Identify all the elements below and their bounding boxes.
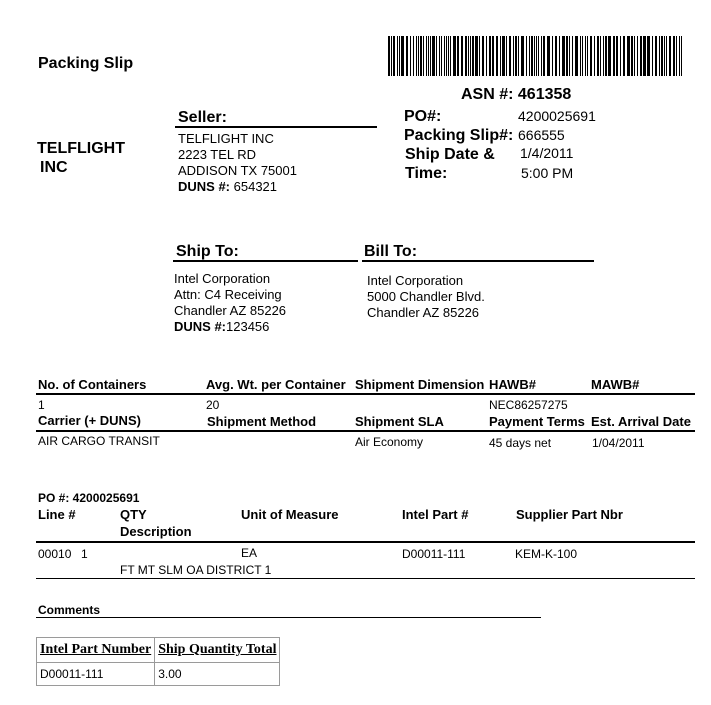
shipment-header-payment-terms: Payment Terms — [489, 414, 585, 429]
shipment-header-method: Shipment Method — [207, 414, 317, 429]
shipment-header-carrier: Carrier (+ DUNS) — [38, 413, 141, 428]
barcode-bar — [410, 36, 411, 76]
seller-city: ADDISON TX 75001 — [178, 163, 297, 178]
shipment-value-avg-weight: 20 — [206, 398, 220, 412]
bill-to-line2: 5000 Chandler Blvd. — [367, 289, 485, 304]
barcode-bar — [416, 36, 417, 76]
shipment-header-dimension: Shipment Dimension — [355, 377, 485, 392]
asn-label: ASN #: — [461, 86, 514, 103]
barcode-bar — [627, 36, 630, 76]
barcode-bar — [582, 36, 583, 76]
shipment-header-avg-weight: Avg. Wt. per Container — [206, 377, 346, 392]
barcode-bar — [652, 36, 653, 76]
comments-label: Comments — [38, 603, 101, 617]
col-intel-part: Intel Part # — [402, 507, 469, 522]
ship-to-duns-value: 123456 — [226, 319, 270, 334]
barcode-bar — [676, 36, 677, 76]
summary-header-part-number: Intel Part Number — [37, 638, 155, 663]
barcode-bar — [543, 36, 545, 76]
shipment-header-containers: No. of Containers — [38, 377, 147, 392]
shipment-value-arrival-date: 1/04/2011 — [592, 436, 645, 450]
barcode-bar — [569, 36, 570, 76]
barcode-bar — [647, 36, 650, 76]
barcode-bar — [399, 36, 400, 76]
po-label: PO#: — [404, 108, 442, 125]
packing-slip-label: Packing Slip#: — [404, 127, 514, 144]
company-name-line1: TELFLIGHT — [37, 140, 125, 157]
comments-rule — [36, 617, 541, 618]
summary-quantity-total: 3.00 — [155, 663, 280, 686]
ship-date-value: 1/4/2011 — [520, 145, 574, 161]
shipment-value-hawb: NEC86257275 — [489, 398, 568, 412]
barcode-bar — [603, 36, 604, 76]
barcode-bar — [489, 36, 491, 76]
barcode-bar — [613, 36, 615, 76]
barcode-bar — [401, 36, 404, 76]
barcode-bar — [426, 36, 427, 76]
ship-to-line1: Intel Corporation — [174, 271, 271, 286]
shipment-value-carrier: AIR CARGO TRANSIT — [38, 434, 160, 448]
barcode-bar — [643, 36, 646, 76]
barcode-bar — [465, 36, 467, 76]
barcode-bar — [538, 36, 539, 76]
barcode-bar — [562, 36, 565, 76]
barcode-bar — [666, 36, 667, 76]
barcode-bar — [506, 36, 507, 76]
barcode-bar — [413, 36, 414, 76]
barcode-bar — [637, 36, 638, 76]
seller-underline — [175, 126, 377, 128]
barcode-bar — [439, 36, 440, 76]
item-description: FT MT SLM OA DISTRICT 1 — [120, 563, 272, 577]
barcode-bar — [388, 36, 390, 76]
page-title: Packing Slip — [38, 55, 134, 72]
seller-name: TELFLIGHT INC — [178, 131, 274, 146]
barcode-bar — [547, 36, 550, 76]
po-value: 4200025691 — [518, 108, 596, 124]
barcode-bar — [446, 36, 447, 76]
company-name-line2: INC — [40, 159, 68, 176]
shipment-value-sla: Air Economy — [355, 435, 424, 449]
summary-part-number: D00011-111 — [37, 663, 155, 686]
barcode-bar — [534, 36, 535, 76]
summary-header-quantity-total: Ship Quantity Total — [155, 638, 280, 663]
barcode-icon — [386, 36, 686, 76]
barcode-bar — [661, 36, 663, 76]
barcode-bar — [472, 36, 474, 76]
item-uom: EA — [241, 546, 258, 560]
barcode-bar — [531, 36, 533, 76]
barcode-bar — [664, 36, 665, 76]
ship-quantity-summary-table — [36, 637, 280, 686]
barcode-bar — [393, 36, 395, 76]
ship-to-line2: Attn: C4 Receiving — [174, 287, 282, 302]
shipment-header-arrival-date: Est. Arrival Date — [591, 414, 691, 429]
summary-header-row — [37, 638, 280, 663]
barcode-bar — [541, 36, 542, 76]
barcode-bar — [420, 36, 422, 76]
barcode-bar — [521, 36, 524, 76]
seller-street: 2223 TEL RD — [178, 147, 257, 162]
table-row — [37, 663, 280, 686]
barcode-bar — [482, 36, 484, 76]
barcode-bar — [500, 36, 501, 76]
shipment-value-containers: 1 — [38, 398, 45, 412]
barcode-bar — [461, 36, 463, 76]
barcode-bar — [513, 36, 514, 76]
barcode-bar — [457, 36, 459, 76]
barcode-bar — [605, 36, 607, 76]
barcode-bar — [659, 36, 660, 76]
item-supplier-part: KEM-K-100 — [515, 547, 578, 561]
barcode-bar — [681, 36, 682, 76]
barcode-bar — [406, 36, 408, 76]
bill-to-underline — [362, 260, 594, 262]
barcode-bar — [496, 36, 498, 76]
barcode-bar — [441, 36, 442, 76]
barcode-bar — [597, 36, 599, 76]
item-line-number: 00010 — [38, 547, 72, 561]
barcode-bar — [470, 36, 471, 76]
barcode-bar — [391, 36, 392, 76]
line-items-bottom-rule — [36, 578, 695, 579]
barcode-bar — [669, 36, 671, 76]
seller-duns — [178, 179, 277, 195]
barcode-bar — [679, 36, 680, 76]
barcode-bar — [453, 36, 456, 76]
barcode-bar — [432, 36, 435, 76]
barcode-bar — [600, 36, 601, 76]
shipment-header-mawb: MAWB# — [591, 377, 640, 392]
bill-to-line3: Chandler AZ 85226 — [367, 305, 480, 320]
barcode-bar — [515, 36, 517, 76]
barcode-bar — [575, 36, 578, 76]
barcode-bar — [634, 36, 635, 76]
time-label: Time: — [405, 165, 448, 182]
shipment-value-payment-terms: 45 days net — [489, 436, 552, 450]
ship-date-label: Ship Date & — [405, 146, 495, 163]
col-unit-of-measure: Unit of Measure — [241, 507, 339, 522]
barcode-bar — [518, 36, 519, 76]
barcode-bar — [640, 36, 642, 76]
barcode-bar — [526, 36, 527, 76]
shipment-header-sla: Shipment SLA — [355, 414, 444, 429]
barcode-bar — [529, 36, 530, 76]
barcode-bar — [509, 36, 511, 76]
item-qty: 1 — [81, 547, 88, 561]
barcode-bar — [448, 36, 449, 76]
barcode-bar — [608, 36, 611, 76]
shipment-rule-2 — [36, 430, 695, 432]
col-description: Description — [120, 524, 192, 539]
col-supplier-part: Supplier Part Nbr — [516, 507, 623, 522]
ship-to-duns — [174, 319, 269, 335]
asn-number — [461, 85, 571, 104]
shipment-rule-1 — [36, 393, 695, 395]
barcode-bar — [631, 36, 633, 76]
barcode-bar — [450, 36, 451, 76]
col-qty: QTY — [120, 507, 147, 522]
barcode-bar — [655, 36, 657, 76]
packing-slip-value: 666555 — [518, 127, 565, 143]
barcode-bar — [552, 36, 553, 76]
barcode-bar — [623, 36, 625, 76]
ship-to-heading: Ship To: — [176, 243, 239, 260]
ship-to-duns-label: DUNS #: — [174, 319, 227, 334]
barcode-bar — [587, 36, 588, 76]
ship-to-line3: Chandler AZ 85226 — [174, 303, 287, 318]
barcode-bar — [536, 36, 537, 76]
time-value: 5:00 PM — [521, 165, 574, 181]
barcode-bar — [580, 36, 581, 76]
barcode-bar — [397, 36, 398, 76]
asn-value: 461358 — [517, 86, 572, 103]
ship-to-underline — [173, 260, 358, 262]
barcode-bar — [475, 36, 478, 76]
barcode-bar — [594, 36, 595, 76]
barcode-bar — [590, 36, 592, 76]
line-items-header-rule — [36, 541, 695, 543]
barcode-bar — [555, 36, 557, 76]
barcode-bar — [616, 36, 618, 76]
item-intel-part: D00011-111 — [402, 547, 466, 561]
seller-duns-value: 654321 — [230, 179, 278, 194]
seller-duns-label: DUNS #: — [178, 179, 231, 194]
barcode-bar — [559, 36, 560, 76]
barcode-bar — [418, 36, 419, 76]
barcode-bar — [572, 36, 573, 76]
barcode-bar — [502, 36, 505, 76]
barcode-bar — [436, 36, 437, 76]
barcode-bar — [486, 36, 487, 76]
barcode-bar — [492, 36, 494, 76]
shipment-header-hawb: HAWB# — [489, 377, 536, 392]
bill-to-line1: Intel Corporation — [367, 273, 464, 288]
barcode-bar — [468, 36, 469, 76]
line-items-po-heading: PO #: 4200025691 — [38, 491, 140, 505]
bill-to-heading: Bill To: — [364, 243, 418, 260]
barcode-bar — [423, 36, 424, 76]
barcode-bar — [428, 36, 429, 76]
barcode-bar — [673, 36, 675, 76]
barcode-bar — [444, 36, 445, 76]
barcode-bar — [430, 36, 431, 76]
seller-heading: Seller: — [178, 109, 227, 126]
barcode-bar — [585, 36, 586, 76]
col-line-number: Line # — [38, 507, 76, 522]
barcode-bar — [479, 36, 480, 76]
barcode-bar — [566, 36, 568, 76]
barcode-bar — [620, 36, 621, 76]
